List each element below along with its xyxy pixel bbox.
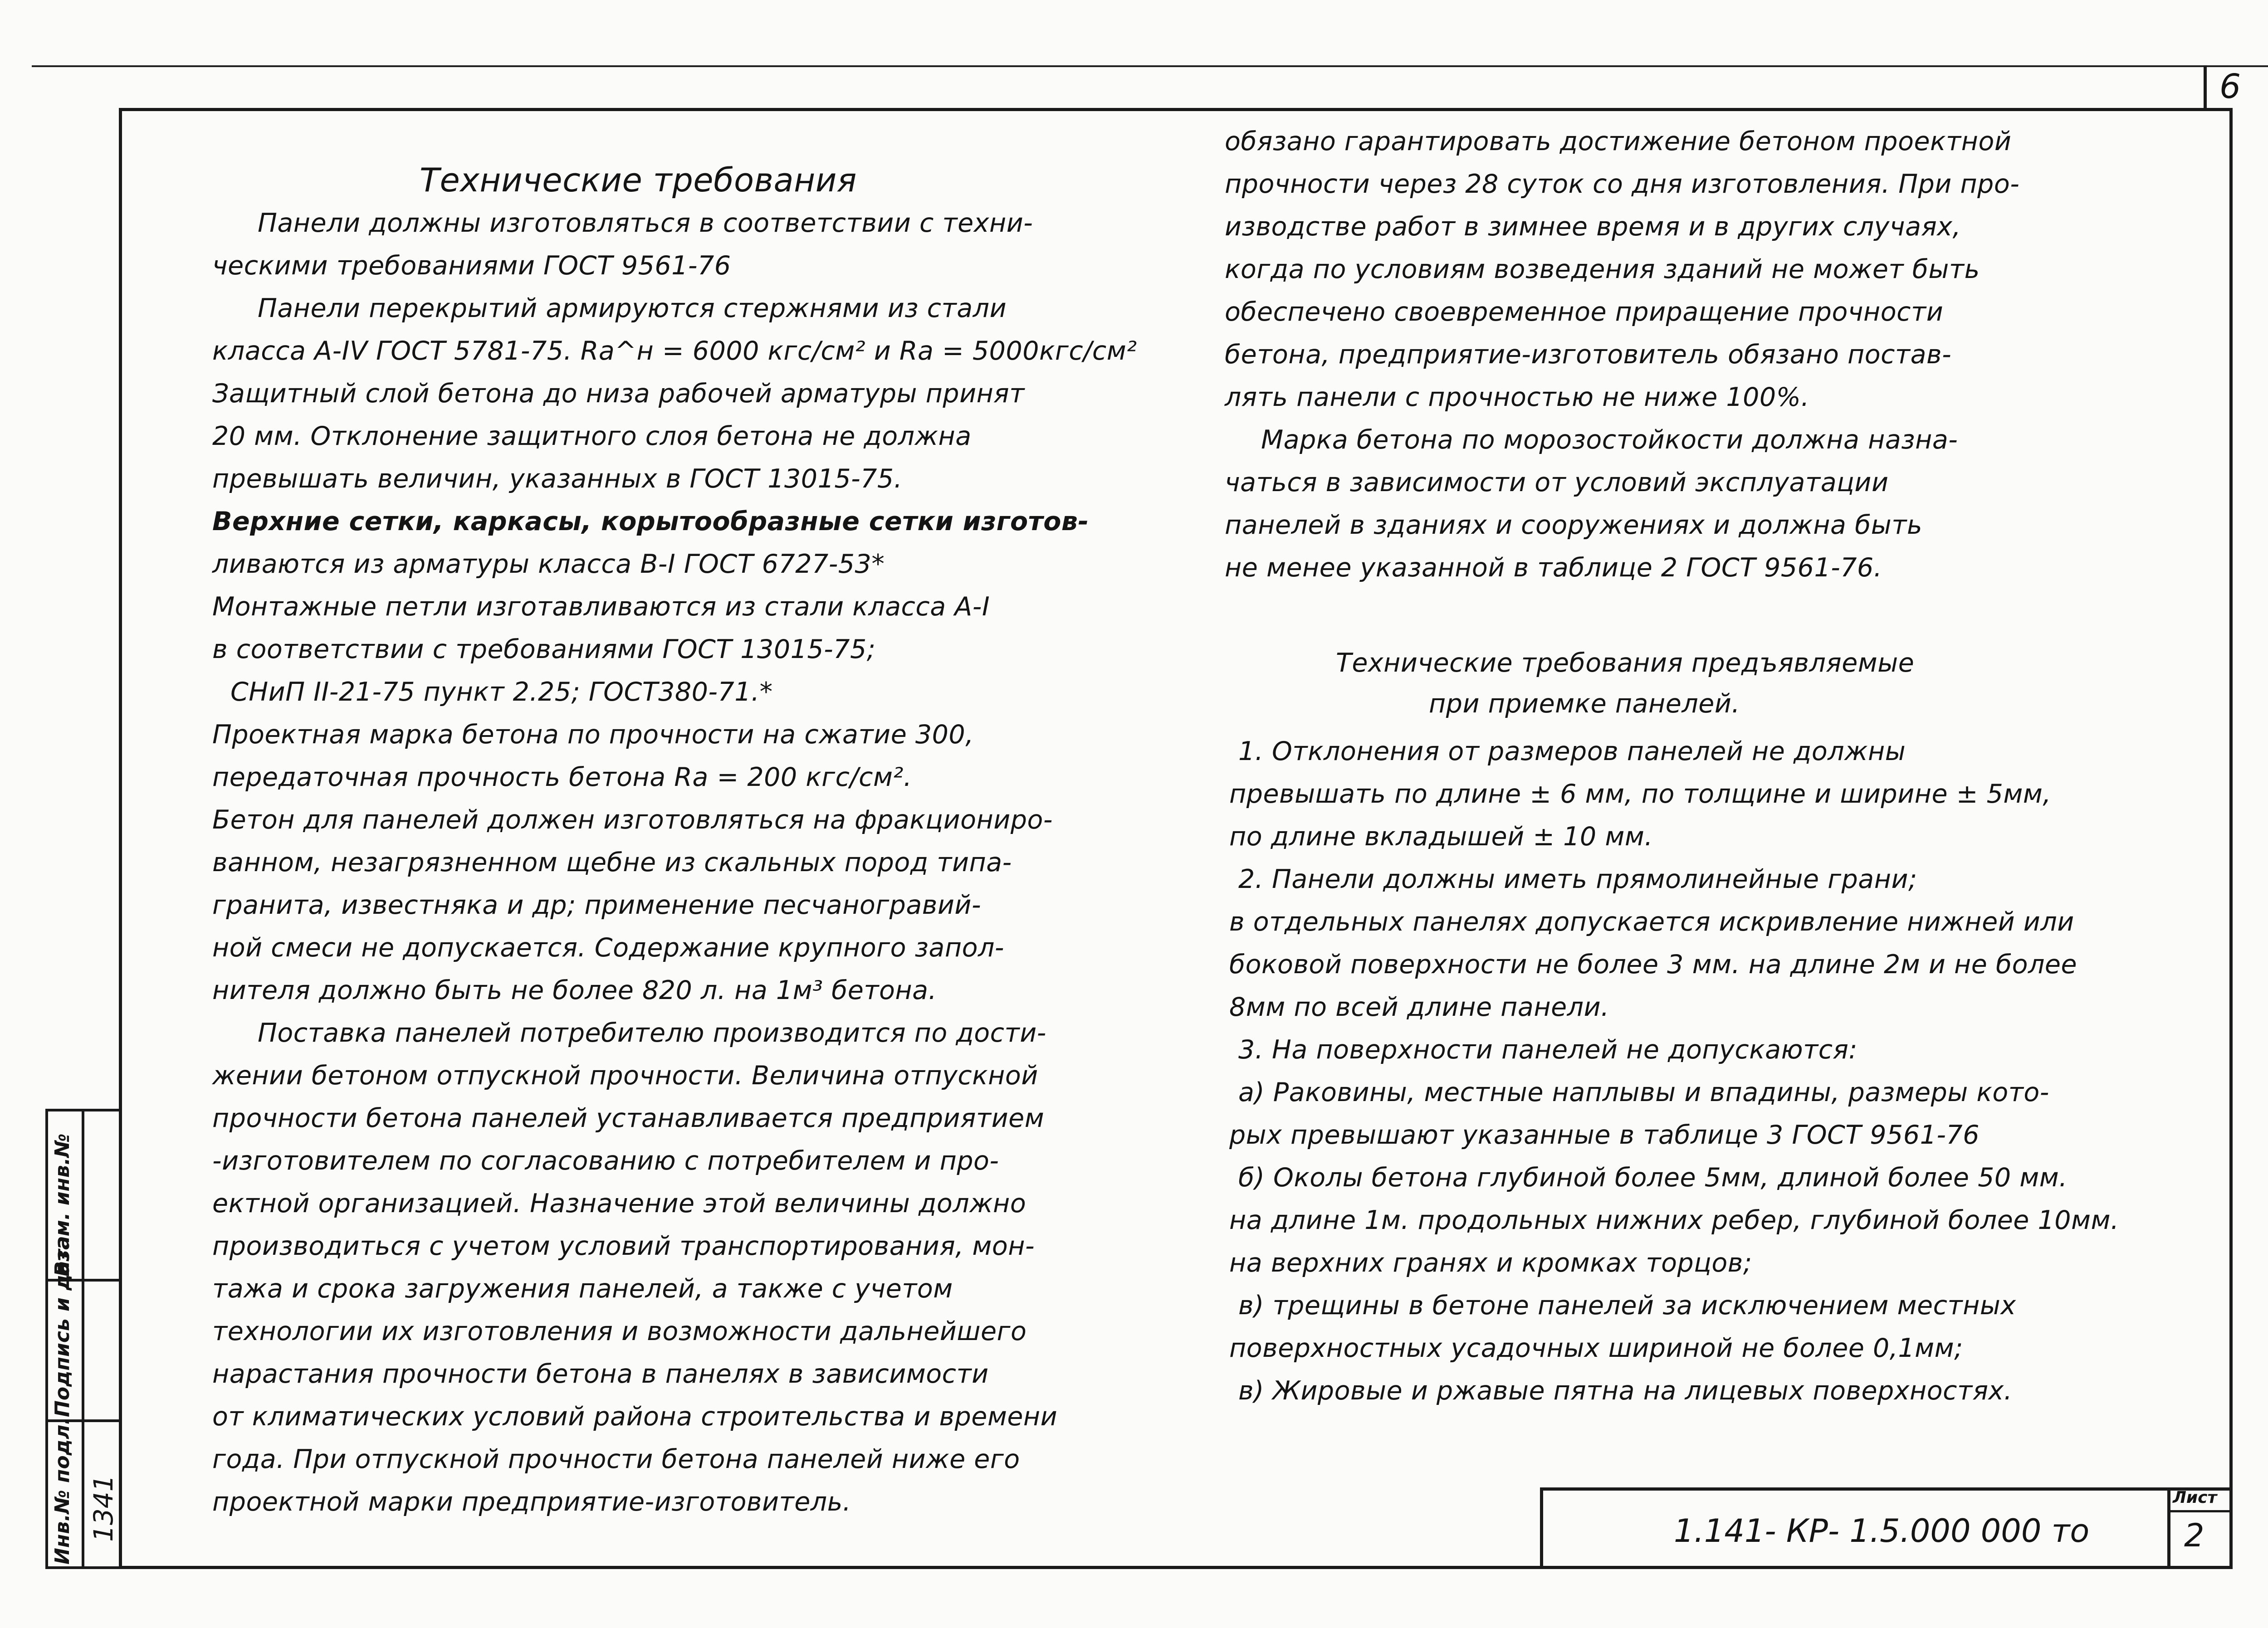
right-line: в) трещины в бетоне панелей за исключением местных — [1238, 1291, 2016, 1321]
left-line: гранита, известняка и др; применение песчаногравий- — [212, 890, 982, 920]
right-line: на верхних гранях и кромках торцов; — [1229, 1248, 1752, 1278]
left-line: -изготовителем по согласованию с потребителем и про- — [212, 1146, 999, 1176]
right-line: не менее указанной в таблице 2 ГОСТ 9561-76. — [1225, 553, 1882, 583]
right-line: чаться в зависимости от условий эксплуатации — [1225, 468, 1889, 497]
left-line: в соответствии с требованиями ГОСТ 13015-75; — [212, 634, 876, 664]
right-subtitle-1: Технические требования предъявляемые — [1336, 648, 1915, 678]
left-line: от климатических условий района строительства и времени — [212, 1402, 1058, 1432]
right-line: поверхностных усадочных шириной не более 0,1мм; — [1229, 1333, 1963, 1363]
right-line: б) Околы бетона глубиной более 5мм, длиной более 50 мм. — [1238, 1163, 2068, 1193]
title-block-rule — [2167, 1510, 2233, 1512]
left-line: Поставка панелей потребителю производится по дости- — [258, 1018, 1046, 1048]
left-line: Панели перекрытий армируются стержнями из стали — [258, 293, 1007, 323]
right-line: бетона, предприятие-изготовитель обязано постав- — [1225, 340, 1952, 370]
left-line: Панели должны изготовляться в соответствии с техни- — [258, 208, 1033, 238]
left-line: СНиП II-21-75 пункт 2.25; ГОСТ380-71.* — [230, 677, 773, 707]
right-line: обеспечено своевременное приращение прочности — [1225, 297, 1944, 327]
right-subtitle-2: при приемке панелей. — [1429, 689, 1740, 719]
sheet-value: 2 — [2184, 1517, 2204, 1554]
left-line: превышать величин, указанных в ГОСТ 13015-75. — [212, 464, 903, 494]
document-code: 1.141- КР- 1.5.000 000 то — [1674, 1512, 2090, 1550]
right-line: обязано гарантировать достижение бетоном проектной — [1225, 127, 2012, 156]
left-line: тажа и срока загружения панелей, а также с учетом — [212, 1274, 953, 1304]
right-line: 1. Отклонения от размеров панелей не должны — [1238, 736, 1906, 766]
left-title: Технические требования — [420, 161, 857, 199]
left-line: 20 мм. Отклонение защитного слоя бетона не должна — [212, 421, 972, 451]
left-text-block — [212, 202, 1137, 1523]
right-text-bottom — [1229, 730, 2119, 1412]
left-line: года. При отпускной прочности бетона панелей ниже его — [212, 1444, 1020, 1474]
right-line: 2. Панели должны иметь прямолинейные грани; — [1238, 864, 1917, 894]
left-line: Монтажные петли изготавливаются из стали класса А-I — [212, 592, 990, 622]
left-line: производиться с учетом условий транспортирования, мон- — [212, 1231, 1035, 1261]
strip-label-signature: Подпись и дата — [51, 1236, 74, 1417]
right-line: боковой поверхности не более 3 мм. на длине 2м и не более — [1229, 950, 2077, 980]
right-line: в) Жировые и ржавые пятна на лицевых поверхностях. — [1238, 1376, 2013, 1406]
top-border-line — [32, 65, 2268, 67]
right-line: прочности через 28 суток со дня изготовления. При про- — [1225, 169, 2020, 199]
left-line: ванном, незагрязненном щебне из скальных пород типа- — [212, 848, 1012, 877]
right-line: 8мм по всей длине панели. — [1229, 992, 1609, 1022]
right-line: панелей в зданиях и сооружениях и должна быть — [1225, 510, 1923, 540]
right-line: Марка бетона по морозостойкости должна назна- — [1261, 425, 1958, 455]
right-line: на длине 1м. продольных нижних ребер, глубиной более 10мм. — [1229, 1205, 2119, 1235]
right-line: изводстве работ в зимнее время и в других случаях, — [1225, 212, 1961, 242]
right-text-top — [1225, 120, 2019, 589]
right-line: рых превышают указанные в таблице 3 ГОСТ 9561-76 — [1229, 1120, 1980, 1150]
sheet-label: Лист — [2173, 1488, 2217, 1507]
right-line: 3. На поверхности панелей не допускаются: — [1238, 1035, 1858, 1065]
sheet-number: 6 — [2219, 67, 2241, 106]
strip-inventory-number: 1341 — [88, 1475, 119, 1542]
strip-label-inventory: Инв.№ подл. — [51, 1417, 74, 1565]
left-line: Бетон для панелей должен изготовляться на фракциониро- — [212, 805, 1053, 835]
left-line: ной смеси не допускается. Содержание крупного запол- — [212, 933, 1004, 963]
left-line: передаточная прочность бетона Ra = 200 кгс/см². — [212, 762, 912, 792]
strip-label-replace: Взам. инв.№ — [51, 1133, 74, 1277]
left-line: жении бетоном отпускной прочности. Величина отпускной — [212, 1061, 1038, 1091]
left-line: ливаются из арматуры класса В-I ГОСТ 6727-53* — [212, 549, 885, 579]
left-line: проектной марки предприятие-изготовитель. — [212, 1487, 851, 1517]
binding-strip-divider — [82, 1109, 84, 1569]
left-line: Проектная марка бетона по прочности на сжатие 300, — [212, 720, 974, 750]
left-line: Защитный слой бетона до низа рабочей арматуры принят — [212, 379, 1025, 409]
left-line: нарастания прочности бетона в панелях в зависимости — [212, 1359, 989, 1389]
right-line: в отдельных панелях допускается искривление нижней или — [1229, 907, 2074, 937]
right-line: а) Раковины, местные наплывы и впадины, размеры кото- — [1238, 1077, 2049, 1107]
right-line: лять панели с прочностью не ниже 100%. — [1225, 382, 1809, 412]
right-line: превышать по длине ± 6 мм, по толщине и ширине ± 5мм, — [1229, 779, 2051, 809]
left-line: технологии их изготовления и возможности дальнейшего — [212, 1316, 1027, 1346]
left-line: ческими требованиями ГОСТ 9561-76 — [212, 251, 731, 281]
right-line: по длине вкладышей ± 10 мм. — [1229, 822, 1653, 852]
right-line: когда по условиям возведения зданий не может быть — [1225, 254, 1980, 284]
left-line: Верхние сетки, каркасы, корытообразные сетки изготов- — [212, 507, 1089, 536]
left-line: класса А-IV ГОСТ 5781-75. Rа^н = 6000 кгс/см² и Ra = 5000кгс/см² — [212, 336, 1137, 366]
title-block-divider — [2167, 1487, 2170, 1569]
left-line: прочности бетона панелей устанавливается предприятием — [212, 1103, 1045, 1133]
left-line: нителя должно быть не более 820 л. на 1м³ бетона. — [212, 975, 937, 1005]
left-line: ектной организацией. Назначение этой величины должно — [212, 1189, 1026, 1219]
